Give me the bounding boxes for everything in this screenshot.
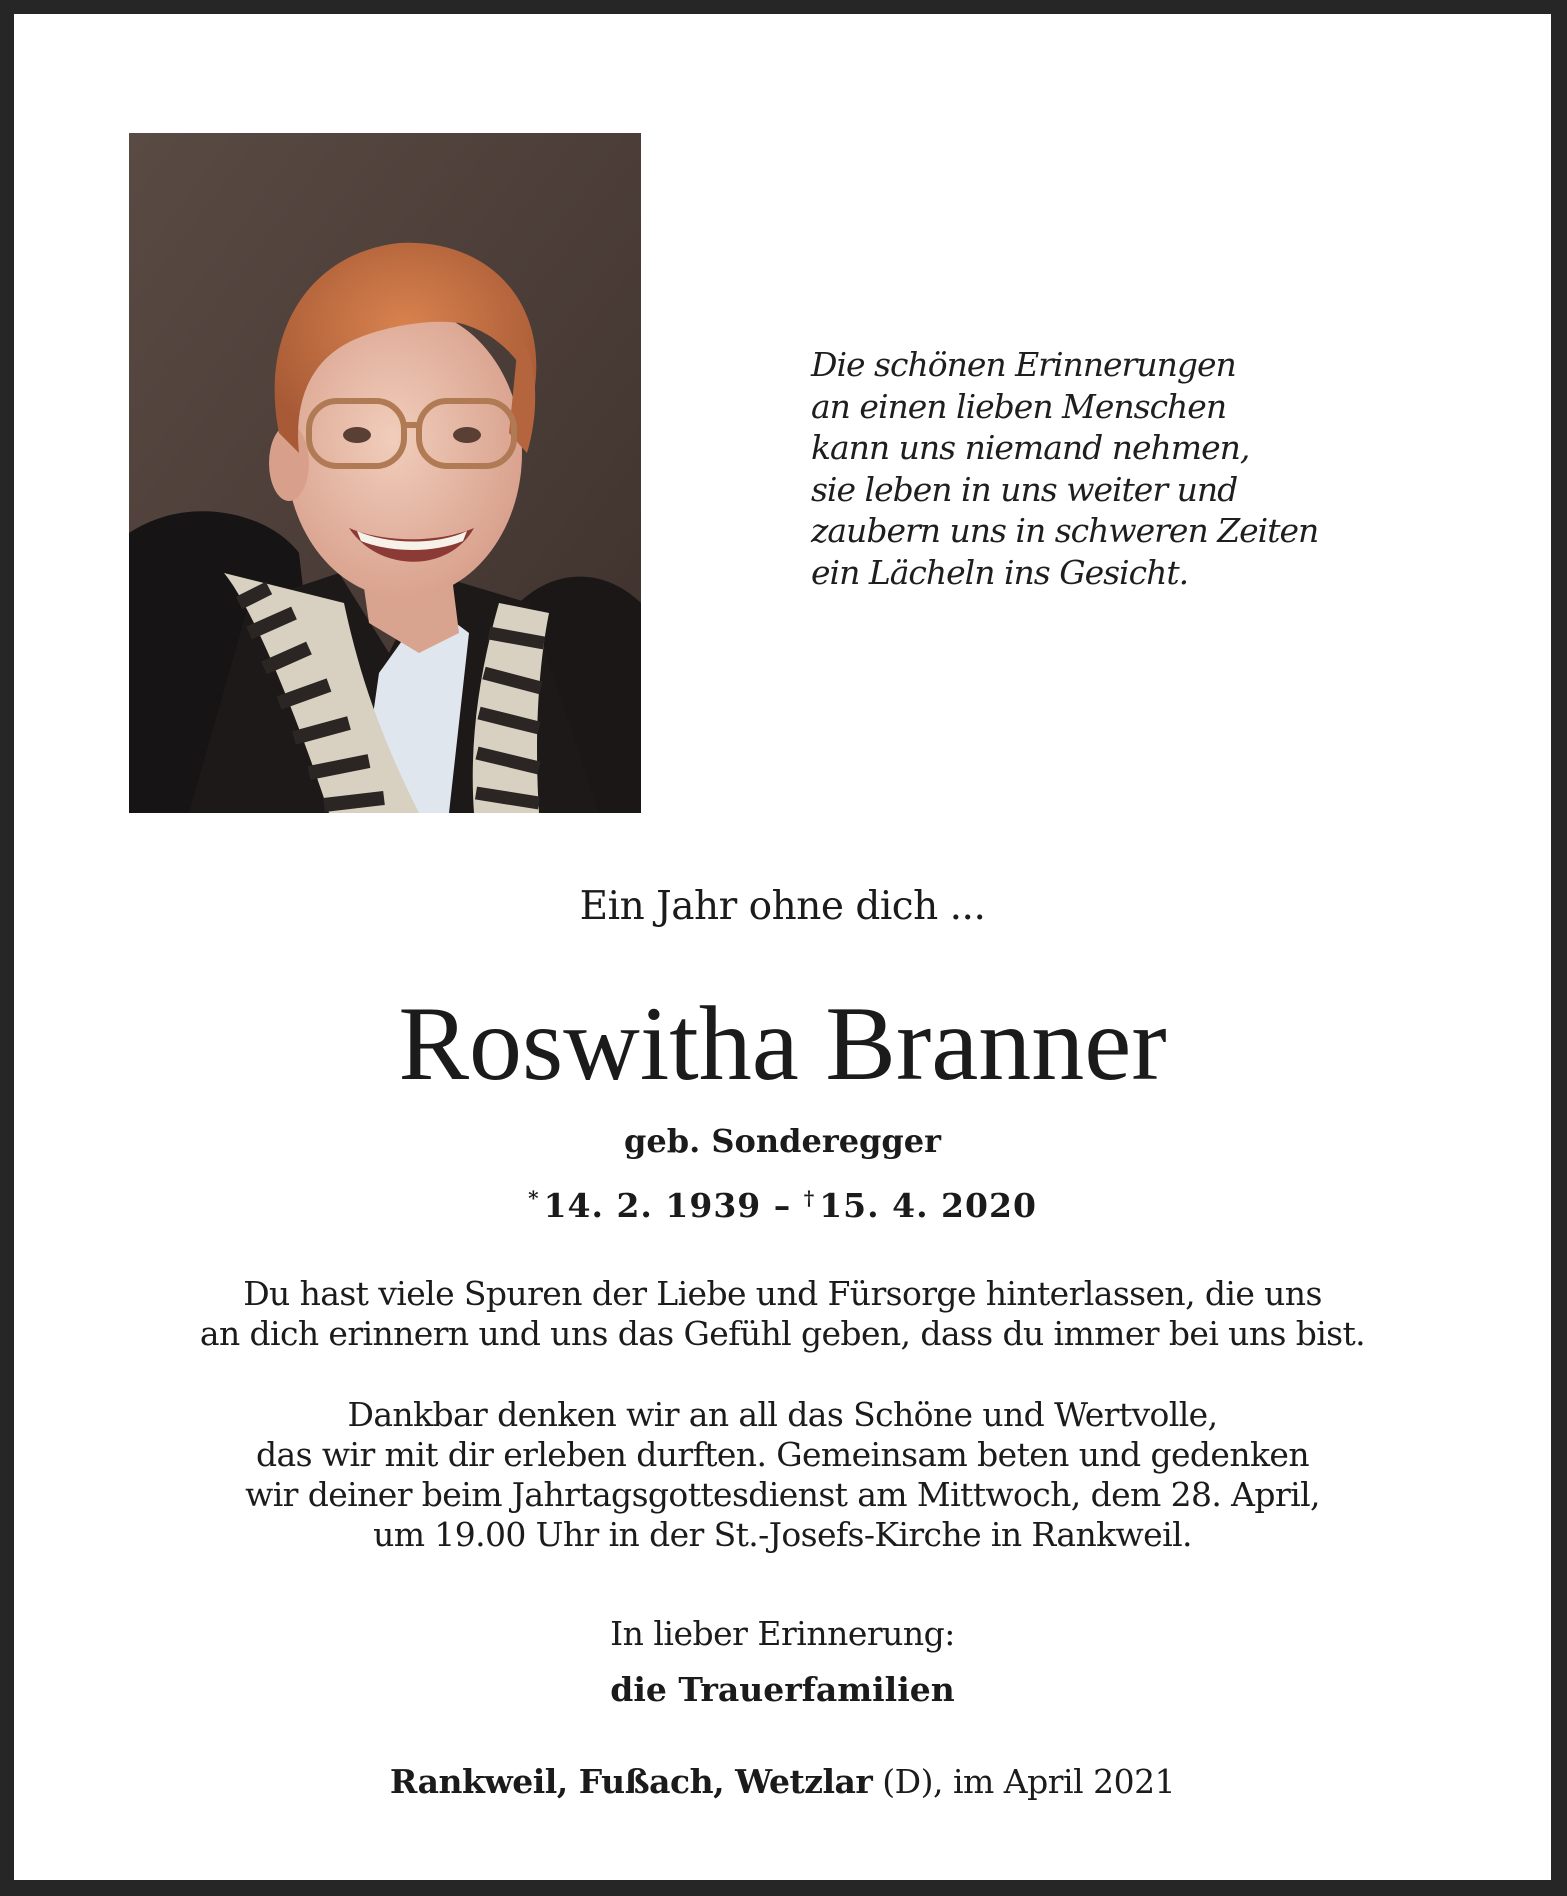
birth-name: geb. Sonderegger [623, 1122, 942, 1160]
poem-line: ein Lächeln ins Gesicht. [811, 552, 1189, 592]
poem-line: kann uns niemand nehmen, [811, 428, 1250, 467]
place-towns: Rankweil, Fußach, Wetzlar [389, 1762, 873, 1801]
death-symbol: † [803, 1186, 816, 1210]
place-date: (D), im April 2021 [872, 1762, 1176, 1801]
paragraph-line: an dich erinnern und uns das Gefühl geben, dass du immer bei uns bist. [199, 1314, 1366, 1353]
place-date-line [14, 1762, 1551, 1801]
service-paragraph [14, 1395, 1551, 1555]
obituary-card [14, 14, 1551, 1880]
date-separator: – [773, 1186, 792, 1225]
birth-symbol: * [528, 1186, 540, 1210]
poem-line: zaubern uns in schweren Zeiten [811, 511, 1319, 550]
poem-line: an einen lieben Menschen [811, 386, 1227, 426]
paragraph-line: um 19.00 Uhr in der St.-Josefs-Kirche in Rankweil. [373, 1515, 1192, 1554]
death-date: 15. 4. 2020 [819, 1186, 1037, 1225]
tribute-paragraph [14, 1274, 1551, 1354]
families-signature: die Trauerfamilien [610, 1670, 955, 1709]
portrait-photo [129, 133, 641, 813]
memorial-poem [811, 344, 1511, 593]
poem-line: sie leben in uns weiter und [811, 469, 1238, 509]
deceased-name: Roswitha Branner [398, 985, 1167, 1102]
paragraph-line: das wir mit dir erleben durften. Gemeinsam beten und gedenken [256, 1435, 1309, 1474]
intro-line: Ein Jahr ohne dich ... [579, 884, 986, 929]
poem-line: Die schönen Erinnerungen [811, 345, 1236, 384]
paragraph-line: Dankbar denken wir an all das Schöne und Wertvolle, [347, 1395, 1218, 1434]
paragraph-line: Du hast viele Spuren der Liebe und Fürsorge hinterlassen, die uns [243, 1274, 1322, 1313]
birth-date: 14. 2. 1939 [543, 1186, 762, 1225]
portrait-illustration [129, 133, 641, 813]
memory-line: In lieber Erinnerung: [610, 1614, 955, 1653]
life-dates [14, 1186, 1551, 1225]
paragraph-line: wir deiner beim Jahrtagsgottesdienst am Mittwoch, dem 28. April, [245, 1475, 1320, 1514]
